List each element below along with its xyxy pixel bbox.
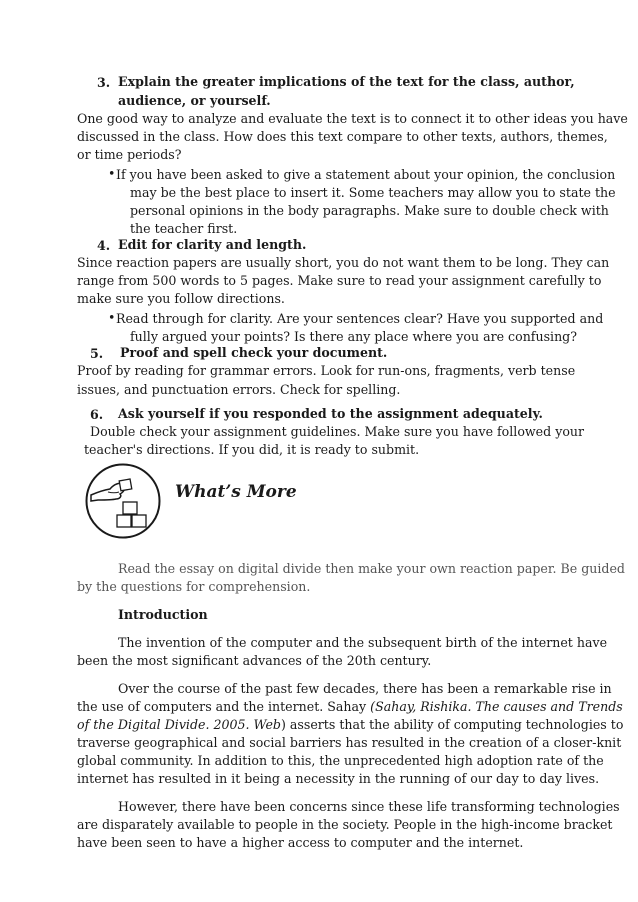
hand-stacking-blocks-icon [84,462,162,540]
essay-p1-line-1: The invention of the computer and the subsequent birth of the internet have [118,635,608,650]
introduction-heading: Introduction [118,607,208,622]
section-6-title: Ask yourself if you responded to the assignment adequately. [118,406,543,421]
bullet-icon: • [108,310,116,325]
section-5-paragraph-line-2: issues, and punctuation errors. Check for spelling. [77,382,401,397]
essay-p2-line-6: internet has resulted in it being a necessity in the running of our day to day lives. [77,771,600,786]
section-3-paragraph-line-3: or time periods? [77,147,182,162]
section-4-title: Edit for clarity and length. [118,237,307,252]
essay-p3-line-2: are disparately available to people in the society. People in the high-income bracket [77,817,613,832]
section-6-paragraph-line-2: teacher's directions. If you did, it is ready to submit. [84,442,420,457]
section-3-bullet-line-2: may be the best place to insert it. Some teachers may allow you to state the [130,185,616,200]
instructions-line-1: Read the essay on digital divide then make your own reaction paper. Be guided [118,561,625,576]
bullet-icon: • [108,166,116,181]
essay-p2-line-2-text: the use of computers and the internet. Sahay [77,699,371,714]
section-6-paragraph-line-1: Double check your assignment guidelines. Make sure you have followed your [90,424,585,439]
essay-p2-line-3 [77,716,623,735]
section-3-bullet-line-4: the teacher first. [130,221,238,236]
section-3-title-line-1: Explain the greater implications of the text for the class, author, [118,74,575,89]
citation-text-continued: of the Digital Divide. 2005. Web [77,717,281,732]
citation-text: (Sahay, Rishika. The causes and Trends [370,699,623,714]
essay-p1-line-2: been the most significant advances of the 20th century. [77,653,432,668]
section-5-title: Proof and spell check your document. [120,345,388,360]
instructions-line-2: by the questions for comprehension. [77,579,311,594]
section-3-paragraph-line-2: discussed in the class. How does this text compare to other texts, authors, themes, [77,129,608,144]
section-5-paragraph-line-1: Proof by reading for grammar errors. Look for run-ons, fragments, verb tense [77,363,576,378]
essay-p3-line-3: have been seen to have a higher access to computer and the internet. [77,835,524,850]
section-3-number: 3. [97,75,111,90]
section-3-bullet-line-3: personal opinions in the body paragraphs. Make sure to double check with [130,203,609,218]
essay-p2-line-1: Over the course of the past few decades, there has been a remarkable rise in [118,681,612,696]
section-4-bullet-line-2: fully argued your points? Is there any place where you are confusing? [130,329,577,344]
section-4-paragraph-line-3: make sure you follow directions. [77,291,285,306]
section-5-number: 5. [90,346,104,361]
whats-more-heading: What’s More [175,482,297,502]
essay-p2-line-2 [77,698,623,717]
section-3-bullet-line-1: If you have been asked to give a statement about your opinion, the conclusion [116,167,616,182]
section-4-paragraph-line-2: range from 500 words to 5 pages. Make sure to read your assignment carefully to [77,273,602,288]
essay-p2-line-3-text: ) asserts that the ability of computing technologies to [280,717,624,732]
section-4-paragraph-line-1: Since reaction papers are usually short, you do not want them to be long. They can [77,255,610,270]
section-6-number: 6. [90,407,104,422]
section-3-paragraph-line-1: One good way to analyze and evaluate the text is to connect it to other ideas you have [77,111,628,126]
essay-p2-line-4: traverse geographical and social barriers has resulted in the creation of a closer-knit [77,735,622,750]
section-4-number: 4. [97,238,111,253]
section-3-title-line-2: audience, or yourself. [118,93,271,108]
section-4-bullet-line-1: Read through for clarity. Are your sentences clear? Have you supported and [116,311,604,326]
essay-p2-line-5: global community. In addition to this, the unprecedented high adoption rate of the [77,753,604,768]
essay-p3-line-1: However, there have been concerns since these life transforming technologies [118,799,620,814]
